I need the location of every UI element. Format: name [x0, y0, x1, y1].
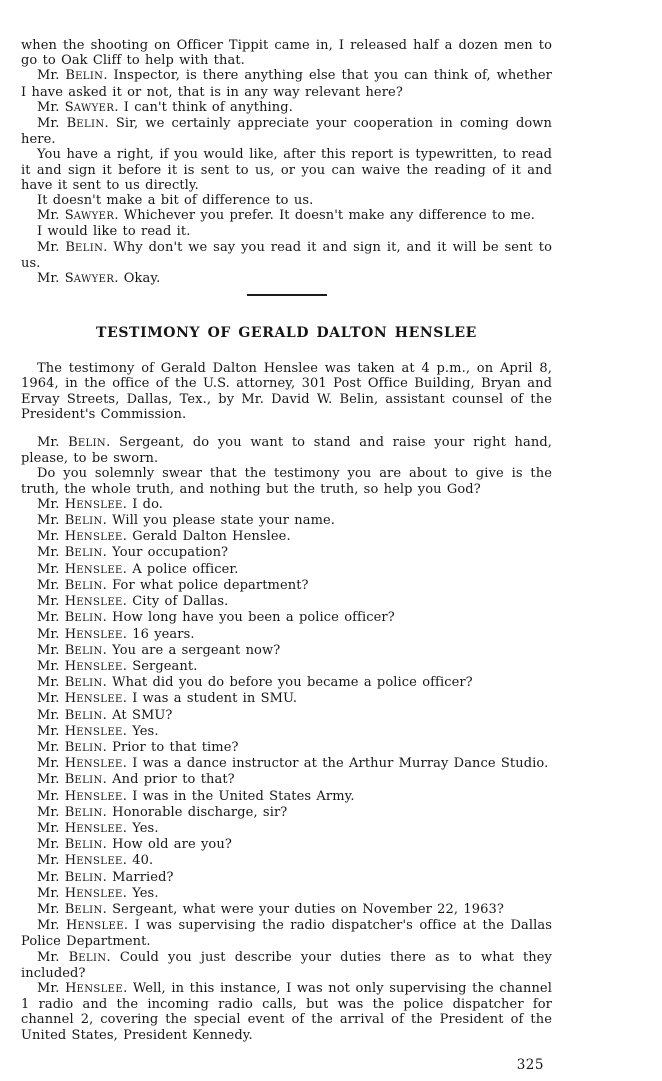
speaker-name: Mr. HENSLEE.	[37, 561, 127, 577]
speech-line: Mr. BELIN. Married?	[37, 869, 174, 885]
speech-line: Mr. BELIN. At SMU?	[37, 707, 173, 723]
speech-line: Mr. BELIN. Will you please state your name.	[37, 513, 336, 529]
speaker-name: Mr. BELIN.	[37, 837, 107, 853]
speech-line: Mr. BELIN. Prior to that time?	[37, 739, 239, 755]
speaker-name: Mr. HENSLEE.	[37, 529, 127, 545]
speaker-name: Mr. BELIN.	[37, 68, 108, 84]
speech-line: Mr. SAWYER. Okay.	[37, 271, 161, 287]
speech-line: Mr. HENSLEE. Sergeant.	[37, 658, 198, 674]
speech-line: Mr. HENSLEE. I do.	[37, 496, 164, 512]
speech-line: Mr. BELIN. Your occupation?	[37, 545, 229, 561]
testimony-heading: TESTIMONY OF GERALD DALTON HENSLEE	[96, 325, 477, 342]
speaker-name: Mr. HENSLEE.	[37, 820, 127, 836]
speaker-name: Mr. BELIN.	[37, 901, 107, 917]
speaker-name: Mr. BELIN.	[37, 513, 107, 529]
speech-line: Mr. HENSLEE. I was in the United States Army.	[37, 788, 355, 804]
speech-line: Mr. BELIN. Sergeant, what were your duties on November 22, 1963?	[37, 901, 504, 917]
speaker-name: Mr. BELIN.	[37, 949, 111, 965]
speaker-name: Mr. BELIN.	[37, 545, 107, 561]
speaker-name: Mr. BELIN.	[37, 804, 107, 820]
speech-line: Mr. BELIN. How old are you?	[37, 837, 232, 853]
paragraph: Do you solemnly swear that the testimony you are about to give is the truth, the whole truth, and nothing but the truth, so help you God?	[21, 466, 552, 497]
speaker-name: Mr. SAWYER.	[37, 99, 119, 115]
speaker-name: Mr. BELIN.	[37, 869, 107, 885]
speaker-name: Mr. SAWYER.	[37, 208, 119, 224]
speaker-name: Mr. HENSLEE.	[37, 918, 129, 934]
paragraph: I would like to read it.	[37, 224, 191, 240]
speaker-name: Mr. BELIN.	[37, 116, 109, 132]
speech-line: Mr. HENSLEE. I was a dance instructor at the Arthur Murray Dance Studio.	[37, 756, 549, 772]
continuation-block	[21, 38, 552, 287]
speech-line: Mr. BELIN. How long have you been a police officer?	[37, 610, 395, 626]
speech-line: Mr. BELIN. Sir, we certainly appreciate your cooperation in coming down here.	[21, 116, 553, 148]
speech-line: Mr. HENSLEE. 16 years.	[37, 626, 195, 642]
speech-line: Mr. HENSLEE. Yes.	[37, 885, 159, 901]
transcript-block	[21, 435, 552, 1043]
speech-line: Mr. SAWYER. I can't think of anything.	[37, 99, 293, 115]
speech-line: Mr. BELIN. For what police department?	[37, 577, 309, 593]
speaker-name: Mr. BELIN.	[37, 642, 107, 658]
paragraph: You have a right, if you would like, after this report is typewritten, to read it and sign it before it is sent to us, or you can waive the reading of it and have it sent to us directly.	[21, 147, 552, 193]
speaker-name: Mr. HENSLEE.	[37, 853, 127, 869]
speech-line: Mr. BELIN. Sergeant, do you want to stand and raise your right hand, please, to be sworn.	[21, 435, 552, 467]
speech-line: Mr. BELIN. And prior to that?	[37, 772, 235, 788]
speaker-name: Mr. HENSLEE.	[37, 756, 127, 772]
speech-line: Mr. BELIN. What did you do before you became a police officer?	[37, 675, 473, 691]
speaker-name: Mr. BELIN.	[37, 239, 108, 255]
speaker-name: Mr. HENSLEE.	[37, 626, 127, 642]
speaker-name: Mr. SAWYER.	[37, 271, 119, 287]
speech-line: Mr. HENSLEE. Well, in this instance, I was not only supervising the channel 1 radio and the incoming radio calls, but was the police dispatcher for channel 2, covering the special event of the arrival of the President of the United States, President Kennedy.	[21, 980, 552, 1043]
speaker-name: Mr. HENSLEE.	[37, 691, 127, 707]
speech-line: Mr. BELIN. Inspector, is there anything else that you can think of, whether I have asked it or not, that is in any way relevant here?	[21, 68, 552, 100]
speech-line: Mr. HENSLEE. City of Dallas.	[37, 594, 229, 610]
speech-line: Mr. HENSLEE. I was supervising the radio dispatcher's office at the Dallas Police Department.	[21, 918, 552, 950]
speaker-name: Mr. BELIN.	[37, 577, 107, 593]
paragraph: It doesn't make a bit of difference to us.	[37, 193, 314, 209]
testimony-intro-paragraph: The testimony of Gerald Dalton Henslee was taken at 4 p.m., on April 8, 1964, in the office of the U.S. attorney, 301 Post Office Building, Bryan and Ervay Streets, Dallas, Tex., by Mr. David W. Belin, assistant counsel of the President's Commission.	[21, 361, 552, 422]
paragraph: when the shooting on Officer Tippit came in, I released half a dozen men to go to Oak Cliff to help with that.	[21, 38, 552, 69]
speaker-name: Mr. BELIN.	[37, 435, 111, 451]
speaker-name: Mr. HENSLEE.	[37, 594, 127, 610]
speaker-name: Mr. BELIN.	[37, 707, 107, 723]
speech-line: Mr. HENSLEE. A police officer.	[37, 561, 239, 577]
speech-line: Mr. HENSLEE. 40.	[37, 853, 154, 869]
page-number: 325	[516, 1056, 544, 1073]
speaker-name: Mr. BELIN.	[37, 610, 107, 626]
section-divider-rule	[247, 294, 327, 296]
speaker-name: Mr. HENSLEE.	[37, 885, 127, 901]
speech-line: Mr. BELIN. Could you just describe your duties there as to what they included?	[21, 949, 553, 981]
speaker-name: Mr. HENSLEE.	[37, 496, 127, 512]
speech-line: Mr. SAWYER. Whichever you prefer. It doesn't make any difference to me.	[37, 208, 535, 224]
speaker-name: Mr. HENSLEE.	[37, 723, 127, 739]
speaker-name: Mr. BELIN.	[37, 675, 107, 691]
speech-line: Mr. BELIN. Why don't we say you read it and sign it, and it will be sent to us.	[21, 239, 552, 271]
speaker-name: Mr. BELIN.	[37, 739, 107, 755]
speech-line: Mr. BELIN. You are a sergeant now?	[37, 642, 281, 658]
speaker-name: Mr. BELIN.	[37, 772, 107, 788]
speech-line: Mr. HENSLEE. Yes.	[37, 723, 159, 739]
speech-line: Mr. HENSLEE. Gerald Dalton Henslee.	[37, 529, 291, 545]
speech-line: Mr. HENSLEE. I was a student in SMU.	[37, 691, 298, 707]
speech-line: Mr. HENSLEE. Yes.	[37, 820, 159, 836]
speech-line: Mr. BELIN. Honorable discharge, sir?	[37, 804, 288, 820]
speaker-name: Mr. HENSLEE.	[37, 980, 128, 996]
speaker-name: Mr. HENSLEE.	[37, 658, 127, 674]
speaker-name: Mr. HENSLEE.	[37, 788, 127, 804]
